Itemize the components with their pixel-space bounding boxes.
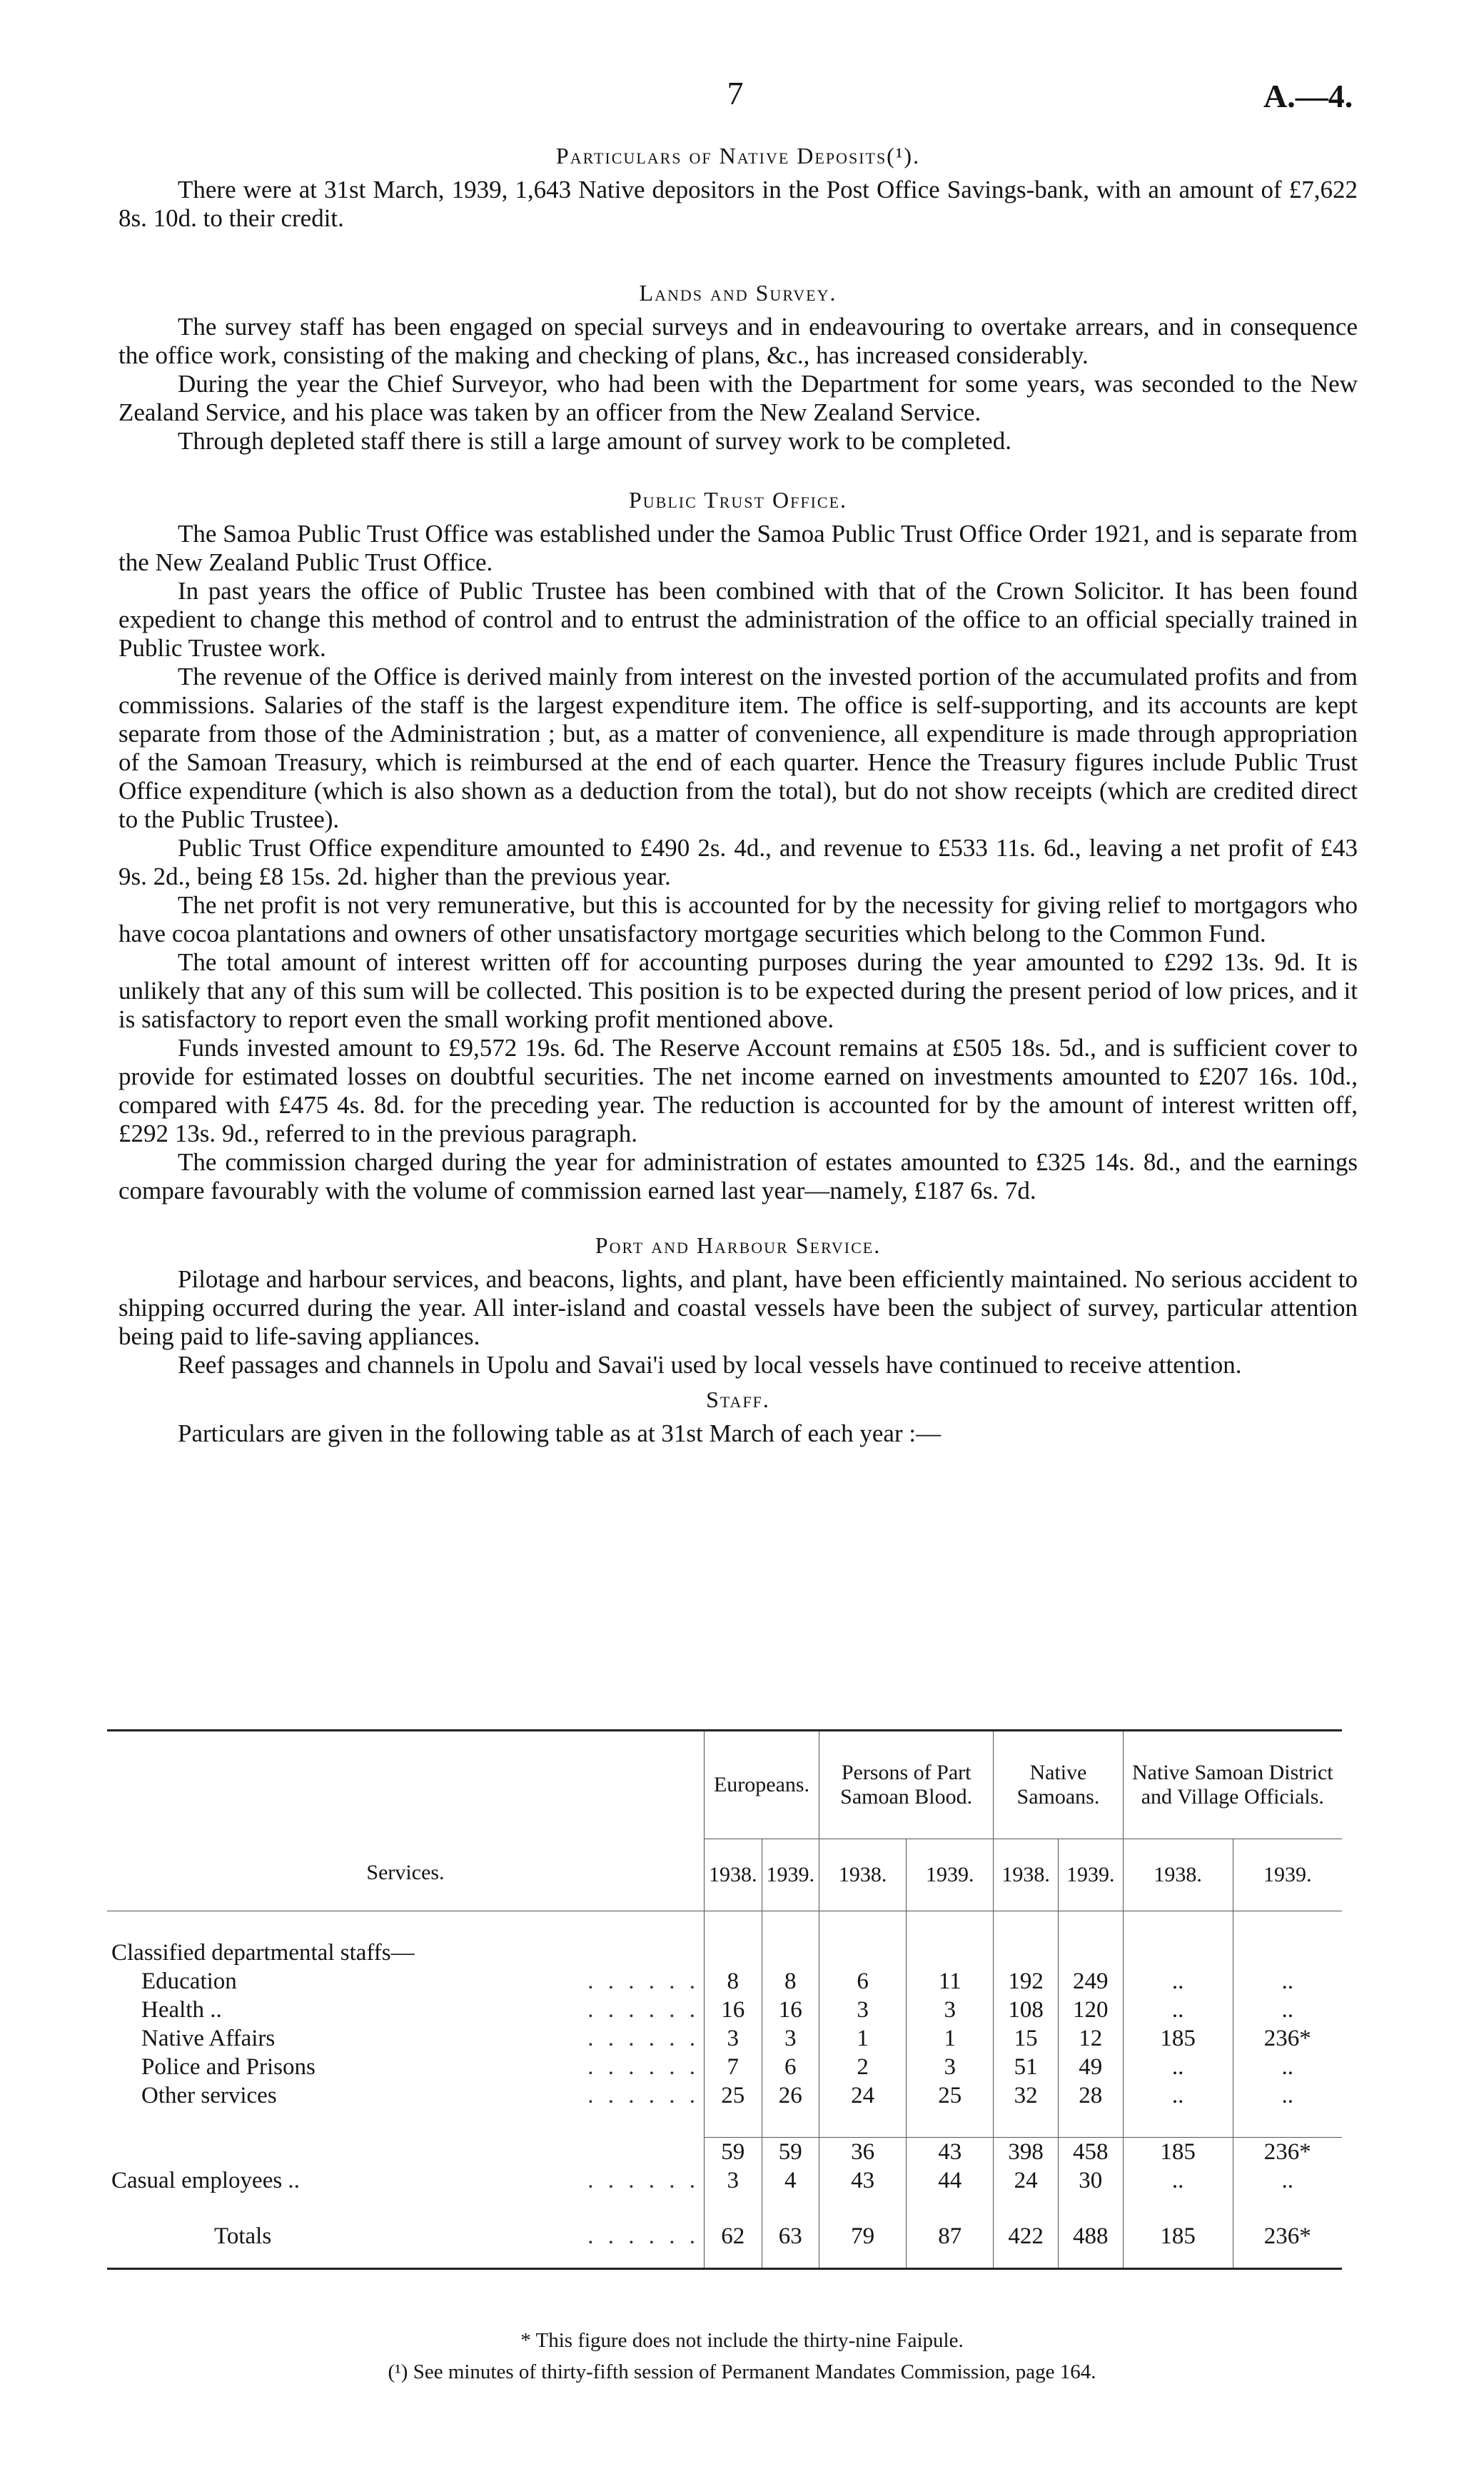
row-label: Health .. — [141, 1997, 222, 2023]
body-text — [118, 141, 1358, 1448]
table-cell: 25 — [705, 2081, 762, 2110]
table-cell: 120 — [1058, 1996, 1123, 2024]
row-label-casual: Casual employees .. — [111, 2168, 300, 2193]
table-cell: 185 — [1123, 2222, 1233, 2269]
table-cell: 236* — [1233, 2222, 1342, 2269]
services-column-header: Services. — [107, 1731, 705, 1911]
paragraph: There were at 31st March, 1939, 1,643 Native depositors in the Post Office Savings-bank, with an amount of £7,622 8s. 10d. to their credit. — [118, 176, 1358, 232]
table-cell: 4 — [762, 2166, 819, 2195]
leader-dots: . . . . . . — [587, 2223, 700, 2249]
heading-lands-and-survey: Lands and Survey. — [639, 280, 837, 306]
table-row — [107, 2081, 1342, 2110]
table-cell: 44 — [907, 2166, 994, 2195]
table-cell: 24 — [819, 2081, 907, 2110]
paragraph: The net profit is not very remunerative, but this is accounted for by the necessity for giving relief to mortgagors who have cocoa plantations and owners of other unsatisfactory mortgage securities which belong to the Common Fund. — [118, 891, 1358, 947]
table-cell: 488 — [1058, 2222, 1123, 2269]
table-cell: 59 — [762, 2138, 819, 2167]
paragraph: The commission charged during the year for administration of estates amounted to £325 14s. 8d., and the earnings compare favourably with the volume of commission earned last year—namely, £187 6s. 7d. — [118, 1148, 1358, 1205]
table-cell: 25 — [907, 2081, 994, 2110]
table-cell: 32 — [994, 2081, 1059, 2110]
table-cell: 59 — [705, 2138, 762, 2167]
spacer-row — [107, 1911, 1342, 1939]
group-header-native-samoans: Native Samoans. — [994, 1731, 1123, 1839]
table-cell: .. — [1123, 2166, 1233, 2195]
paragraph: The Samoa Public Trust Office was established under the Samoa Public Trust Office Order 1921, and is separate from the New Zealand Public Trust Office. — [118, 520, 1358, 576]
table-cell: 192 — [994, 1967, 1059, 1996]
heading-port-and-harbour: Port and Harbour Service. — [595, 1232, 882, 1258]
table-cell: 51 — [994, 2053, 1059, 2081]
table-cell: 108 — [994, 1996, 1059, 2024]
table-cell: .. — [1123, 2081, 1233, 2110]
table-cell: 3 — [819, 1996, 907, 2024]
table-cell: 12 — [1058, 2024, 1123, 2053]
paragraph: Pilotage and harbour services, and beacons, lights, and plant, have been efficiently maintained. No serious accident to shipping occurred during the year. All inter-island and coastal vessels have been the subject of survey, particular attention being paid to life-saving appliances. — [118, 1265, 1358, 1350]
table-cell: .. — [1123, 2053, 1233, 2081]
table-cell: 79 — [819, 2222, 907, 2269]
table-cell: 3 — [705, 2024, 762, 2053]
table-row — [107, 1996, 1342, 2024]
table-row — [107, 2024, 1342, 2053]
classified-label: Classified departmental staffs— — [111, 1940, 415, 1966]
year-header: 1939. — [907, 1839, 994, 1911]
paragraph: Through depleted staff there is still a large amount of survey work to be completed. — [178, 427, 1011, 455]
footnote-one: (¹) See minutes of thirty-fifth session of Permanent Mandates Commission, page 164. — [388, 2360, 1096, 2383]
year-header: 1938. — [994, 1839, 1059, 1911]
paragraph: During the year the Chief Surveyor, who had been with the Department for some years, was seconded to the New Zealand Service, and his place was taken by an officer from the New Zealand Service. — [118, 370, 1358, 426]
year-header: 1939. — [762, 1839, 819, 1911]
table-cell: 15 — [994, 2024, 1059, 2053]
year-header: 1939. — [1058, 1839, 1123, 1911]
table-row — [107, 2053, 1342, 2081]
leader-dots: . . . . . . — [587, 2054, 700, 2080]
paragraph: Funds invested amount to £9,572 19s. 6d. The Reserve Account remains at £505 18s. 5d., and is sufficient cover to provide for estimated losses on doubtful securities. The net income earned on investments amounted to £207 16s. 10d., compared with £475 4s. 8d. for the preceding year. The reduction is accounted for by the amount of interest written off, £292 13s. 9d., referred to in the previous paragraph. — [118, 1034, 1358, 1147]
staff-table — [107, 1729, 1342, 2270]
totals-row — [107, 2222, 1342, 2269]
table-cell: 43 — [907, 2138, 994, 2167]
table-cell: 3 — [705, 2166, 762, 2195]
paragraph: The revenue of the Office is derived mainly from interest on the invested portion of the accumulated profits and from commissions. Salaries of the staff is the largest expenditure item. The office is self-supporting, and its accounts are kept separate from those of the Administration ; but, as a matter of convenience, all expenditure is made through appropriation of the Samoan Treasury, which is reimbursed at the end of each quarter. Hence the Treasury figures include Public Trust Office expenditure (which is also shown as a deduction from the total), but do not show receipts (which are credited direct to the Public Trustee). — [118, 663, 1358, 833]
table-cell: 2 — [819, 2053, 907, 2081]
table-cell: 7 — [705, 2053, 762, 2081]
table-cell: 249 — [1058, 1967, 1123, 1996]
table-cell: 28 — [1058, 2081, 1123, 2110]
spacer-row — [107, 2110, 1342, 2138]
paragraph: Reef passages and channels in Upolu and Savai'i used by local vessels have continued to receive attention. — [178, 1351, 1242, 1379]
year-header: 1938. — [819, 1839, 907, 1911]
table-cell: 16 — [705, 1996, 762, 2024]
footnote-star: * This figure does not include the thirty-nine Faipule. — [520, 2329, 964, 2352]
table-cell: 458 — [1058, 2138, 1123, 2167]
table-cell: 36 — [819, 2138, 907, 2167]
table-cell: 3 — [762, 2024, 819, 2053]
paragraph: In past years the office of Public Trustee has been combined with that of the Crown Solicitor. It has been found expedient to change this method of control and to entrust the administration of the office to an official specially trained in Public Trustee work. — [118, 577, 1358, 662]
group-header-europeans: Europeans. — [705, 1731, 819, 1839]
year-header: 1938. — [705, 1839, 762, 1911]
paragraph: The survey staff has been engaged on special surveys and in endeavouring to overtake arrears, and in consequence the office work, consisting of the making and checking of plans, &c., has increased considerably. — [118, 313, 1358, 369]
table-cell: 87 — [907, 2222, 994, 2269]
table-cell: 185 — [1123, 2138, 1233, 2167]
table-cell: 8 — [762, 1967, 819, 1996]
table-cell: 6 — [819, 1967, 907, 1996]
table-cell: 63 — [762, 2222, 819, 2269]
heading-public-trust-office: Public Trust Office. — [628, 487, 848, 513]
table-row — [107, 1967, 1342, 1996]
page-number: 7 — [727, 75, 744, 111]
table-cell: .. — [1123, 1996, 1233, 2024]
row-label: Education — [141, 1968, 237, 1994]
table-cell: 16 — [762, 1996, 819, 2024]
row-label: Native Affairs — [141, 2026, 276, 2051]
table-cell: 8 — [705, 1967, 762, 1996]
table-intro: Particulars are given in the following table as at 31st March of each year :— — [178, 1419, 942, 1447]
table-cell: 30 — [1058, 2166, 1123, 2195]
group-header-officials: Native Samoan District and Village Officials. — [1123, 1731, 1342, 1839]
paragraph: The total amount of interest written off for accounting purposes during the year amounted to £292 13s. 9d. It is unlikely that any of this sum will be collected. This position is to be expected during the present period of low prices, and it is satisfactory to report even the small working profit mentioned above. — [118, 948, 1358, 1033]
table-cell: 185 — [1123, 2024, 1233, 2053]
table-cell: .. — [1233, 2166, 1342, 2195]
table-cell: 1 — [907, 2024, 994, 2053]
year-header: 1939. — [1233, 1839, 1342, 1911]
table-cell: 6 — [762, 2053, 819, 2081]
leader-dots: . . . . . . — [587, 2168, 700, 2193]
table-cell: 49 — [1058, 2053, 1123, 2081]
leader-dots: . . . . . . — [587, 2083, 700, 2108]
table-cell: 11 — [907, 1967, 994, 1996]
row-label: Police and Prisons — [141, 2054, 316, 2080]
table-cell: 3 — [907, 1996, 994, 2024]
table-cell: 236* — [1233, 2138, 1342, 2167]
document-reference: A.—4. — [1263, 78, 1353, 114]
paragraph: Public Trust Office expenditure amounted to £490 2s. 4d., and revenue to £533 11s. 6d., leaving a net profit of £43 9s. 2d., being £8 15s. 2d. higher than the previous year. — [118, 834, 1358, 890]
row-label-totals: Totals — [214, 2223, 272, 2249]
table-cell: 62 — [705, 2222, 762, 2269]
table-cell: .. — [1233, 2053, 1342, 2081]
group-header-part-samoan: Persons of Part Samoan Blood. — [819, 1731, 994, 1839]
table-cell: 398 — [994, 2138, 1059, 2167]
table-cell: 1 — [819, 2024, 907, 2053]
spacer-row — [107, 2195, 1342, 2222]
year-header: 1938. — [1123, 1839, 1233, 1911]
table-cell: 236* — [1233, 2024, 1342, 2053]
leader-dots: . . . . . . — [587, 1968, 700, 1994]
table-cell: .. — [1233, 2081, 1342, 2110]
table-cell: .. — [1233, 1967, 1342, 1996]
table-cell: 43 — [819, 2166, 907, 2195]
table-cell: 3 — [907, 2053, 994, 2081]
table-cell: .. — [1123, 1967, 1233, 1996]
table-row — [107, 1939, 1342, 1967]
heading-native-deposits: Particulars of Native Deposits(¹). — [555, 143, 921, 169]
table-cell: 422 — [994, 2222, 1059, 2269]
table-row — [107, 2166, 1342, 2195]
subtotal-row — [107, 2138, 1342, 2167]
row-label: Other services — [141, 2083, 277, 2108]
table-cell: .. — [1233, 1996, 1342, 2024]
table-cell: 26 — [762, 2081, 819, 2110]
heading-staff: Staff. — [706, 1387, 770, 1412]
table-cell: 24 — [994, 2166, 1059, 2195]
leader-dots: . . . . . . — [587, 2026, 700, 2051]
leader-dots: . . . . . . — [587, 1997, 700, 2023]
